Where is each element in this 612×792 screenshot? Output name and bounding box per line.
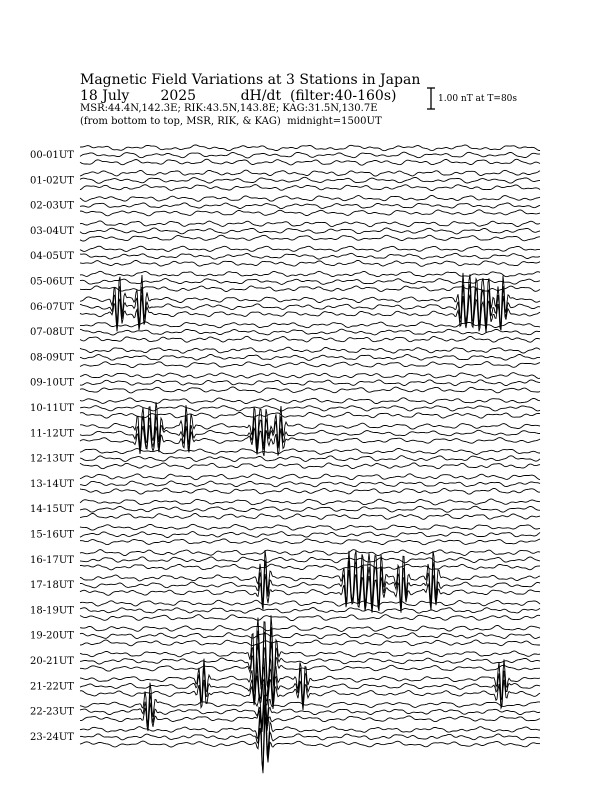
hour-label-18: 18-19UT xyxy=(30,605,74,617)
trace-rik-hour-8 xyxy=(80,354,540,360)
date-day: 18 July xyxy=(80,88,130,104)
hour-label-17: 17-18UT xyxy=(30,580,74,592)
trace-kag-hour-12 xyxy=(80,448,540,454)
hour-label-group xyxy=(30,150,74,743)
trace-rik-hour-3 xyxy=(80,228,540,234)
trace-rik-hour-5 xyxy=(80,279,540,285)
trace-kag-hour-14 xyxy=(80,499,540,505)
trace-rik-hour-13 xyxy=(80,481,540,487)
hour-label-1: 01-02UT xyxy=(30,175,74,187)
trace-msr-hour-19 xyxy=(80,640,540,646)
trace-rik-hour-2 xyxy=(80,203,540,209)
trace-msr-hour-7 xyxy=(80,336,540,342)
trace-kag-hour-3 xyxy=(80,221,540,227)
trace-kag-hour-8 xyxy=(80,347,540,353)
hour-label-5: 05-06UT xyxy=(30,276,74,288)
hour-label-2: 02-03UT xyxy=(30,200,74,212)
trace-kag-hour-16 xyxy=(80,550,540,556)
trace-msr-hour-20 xyxy=(80,642,540,694)
trace-rik-hour-15 xyxy=(80,532,540,538)
hour-label-11: 11-12UT xyxy=(30,428,74,440)
trace-rik-hour-7 xyxy=(80,329,540,335)
hour-label-7: 07-08UT xyxy=(30,327,74,339)
hour-label-23: 23-24UT xyxy=(30,731,74,743)
midnight-note: midnight=1500UT xyxy=(287,116,382,127)
trace-rik-hour-11 xyxy=(80,415,540,451)
trace-rik-hour-18 xyxy=(80,608,540,614)
trace-kag-hour-17 xyxy=(80,550,540,608)
trace-rik-hour-9 xyxy=(80,380,540,386)
trace-rik-hour-16 xyxy=(80,557,540,563)
quantity-label: dH/dt (filter:40-160s) xyxy=(240,88,397,104)
trace-msr-hour-2 xyxy=(80,210,540,216)
trace-kag-hour-7 xyxy=(80,322,540,328)
hour-label-3: 03-04UT xyxy=(30,225,74,237)
trace-kag-hour-4 xyxy=(80,246,540,251)
hour-label-22: 22-23UT xyxy=(30,706,74,718)
hour-label-10: 10-11UT xyxy=(30,403,74,414)
trace-rik-hour-0 xyxy=(80,152,540,158)
hour-label-19: 19-20UT xyxy=(30,630,74,642)
trace-msr-hour-9 xyxy=(80,387,540,393)
trace-group xyxy=(80,145,540,773)
trace-msr-hour-0 xyxy=(80,159,540,165)
station-coordinates: MSR:44.4N,142.3E; RIK:43.5N,143.8E; KAG:31.5N,130.7E xyxy=(80,103,378,114)
hour-label-21: 21-22UT xyxy=(30,681,74,693)
trace-msr-hour-8 xyxy=(80,362,540,368)
hour-label-8: 08-09UT xyxy=(30,352,74,364)
hour-label-14: 14-15UT xyxy=(30,504,74,516)
hour-label-16: 16-17UT xyxy=(30,554,74,566)
trace-kag-hour-18 xyxy=(80,600,540,606)
trace-kag-hour-1 xyxy=(80,170,540,176)
trace-msr-hour-12 xyxy=(80,463,540,469)
hour-label-20: 20-21UT xyxy=(30,656,74,667)
hour-label-12: 12-13UT xyxy=(30,453,74,465)
trace-msr-hour-23 xyxy=(80,717,540,772)
chart-title: Magnetic Field Variations at 3 Stations in Japan xyxy=(80,72,421,88)
hour-label-6: 06-07UT xyxy=(30,301,74,313)
hour-label-13: 13-14UT xyxy=(30,478,74,490)
trace-msr-hour-16 xyxy=(80,564,540,570)
trace-msr-hour-17 xyxy=(80,570,540,613)
trace-kag-hour-0 xyxy=(80,145,540,151)
hour-label-9: 09-10UT xyxy=(30,377,74,389)
date-year: 2025 xyxy=(160,88,197,104)
order-note: (from bottom to top, MSR, RIK, & KAG) xyxy=(80,116,281,127)
trace-msr-hour-3 xyxy=(80,235,540,241)
trace-msr-hour-13 xyxy=(80,488,540,494)
trace-kag-hour-10 xyxy=(80,398,540,404)
trace-kag-hour-9 xyxy=(80,373,540,379)
trace-kag-hour-13 xyxy=(80,474,540,480)
trace-kag-hour-2 xyxy=(80,195,540,201)
trace-rik-hour-14 xyxy=(80,506,540,512)
hour-label-15: 15-16UT xyxy=(30,529,74,541)
trace-kag-hour-19 xyxy=(80,626,540,632)
scale-label: 1.00 nT at T=80s xyxy=(438,94,518,104)
trace-msr-hour-1 xyxy=(80,185,540,191)
trace-msr-hour-18 xyxy=(80,615,540,621)
hour-label-4: 04-05UT xyxy=(30,251,74,263)
trace-rik-hour-1 xyxy=(80,177,540,183)
trace-msr-hour-15 xyxy=(80,539,540,545)
trace-rik-hour-12 xyxy=(80,456,540,462)
hour-label-0: 00-01UT xyxy=(30,150,74,161)
trace-kag-hour-15 xyxy=(80,524,540,530)
trace-rik-hour-4 xyxy=(80,253,540,259)
trace-kag-hour-5 xyxy=(80,271,540,276)
trace-rik-hour-19 xyxy=(80,633,540,639)
trace-msr-hour-14 xyxy=(80,513,540,519)
trace-msr-hour-4 xyxy=(80,260,540,266)
